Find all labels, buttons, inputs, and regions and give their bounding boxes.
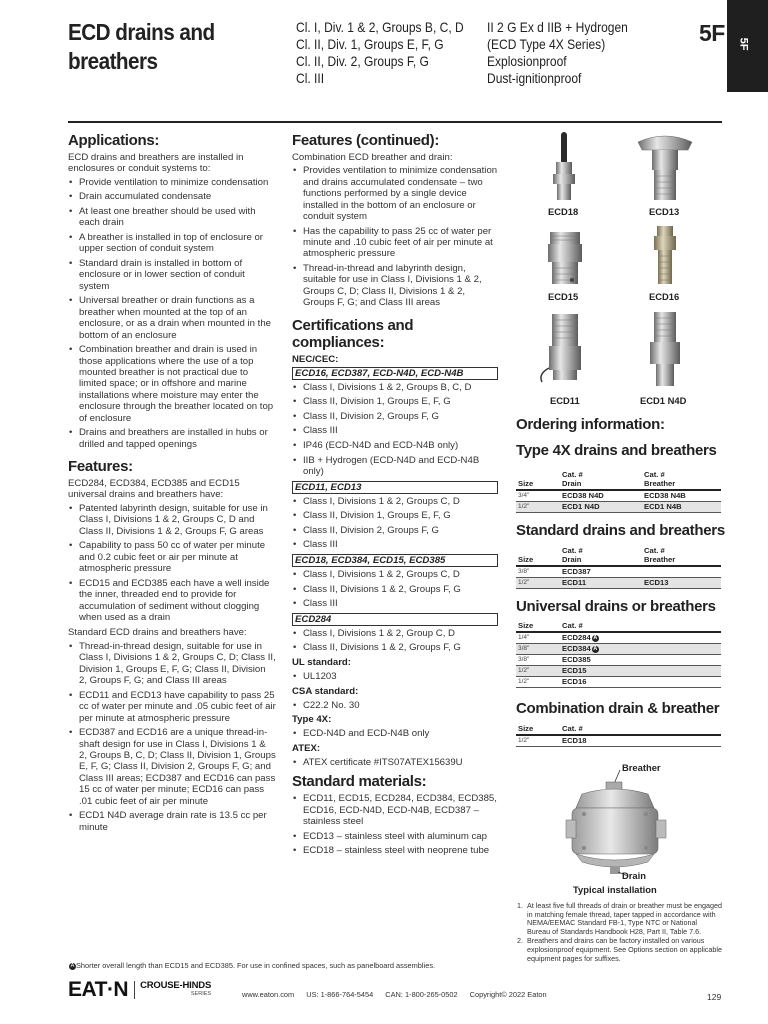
list-item: • ECD11 and ECD13 have capability to pass 25 cc of water per minute and .05 cubic feet of air per minute at atmospheric pressure (68, 690, 276, 724)
drain-label: Drain (622, 870, 646, 881)
list-item: • IP46 (ECD-N4D and ECD-N4B only) (292, 440, 498, 451)
table-row: 3/8" ECD387 (516, 566, 721, 578)
section-tab[interactable] (727, 0, 768, 92)
class-line: Cl. I, Div. 1 & 2, Groups B, C, D (296, 19, 464, 35)
cert-group-list (292, 382, 498, 478)
cert-group-list (292, 496, 498, 551)
list-item: • ECD-N4D and ECD-N4B only (292, 728, 498, 739)
list-item: • ECD1 N4D average drain rate is 13.5 cc per minute (68, 810, 276, 833)
table-row: 3/8" ECD384 A (516, 644, 721, 655)
col-drain: Cat. # Drain (560, 470, 642, 490)
atex-label: ATEX: (292, 742, 321, 754)
ecd18-image (553, 132, 575, 200)
cert-group-title: ECD16, ECD387, ECD-N4D, ECD-N4B (292, 367, 498, 380)
applications-list (68, 177, 276, 450)
materials-heading: Standard materials: (292, 773, 427, 791)
cert-group-list (292, 569, 498, 610)
standard-heading: Standard drains and breathers (516, 522, 725, 539)
list-item: • Class I, Divisions 1 & 2, Groups B, C, D (292, 382, 498, 393)
product-photos (520, 128, 720, 410)
list-item: • Class III (292, 425, 498, 436)
list-item: • Provides ventilation to minimize condensation and drains accumulated condensate – two functions performed by a single device installed in the bottom of an enclosure or conduit system (292, 165, 498, 222)
list-item: • Class I, Divisions 1 & 2, Groups C, D (292, 496, 498, 507)
ordering-heading: Ordering information: (516, 416, 665, 433)
list-item: • Class III (292, 598, 498, 609)
section-code: 5F (699, 20, 725, 46)
ecd15-image (548, 232, 582, 284)
materials-list (292, 793, 498, 856)
csa-list (292, 700, 498, 711)
product-label: ECD18 (548, 206, 579, 217)
column-middle (292, 132, 498, 860)
ecd1-n4d-image (650, 312, 680, 386)
note-a-icon: A (70, 962, 75, 969)
class-line: Cl. II, Div. 2, Groups F, G (296, 53, 429, 69)
header-divider (68, 121, 722, 123)
universal-table: Size Cat. # 1/4" ECD284 A 3/8" ECD384 A 3/8" ECD385 1/2" ECD15 1/2" ECD16 (516, 621, 721, 688)
note-a-icon: A (593, 645, 598, 652)
product-label: ECD13 (649, 206, 680, 217)
footer-site[interactable]: www.eaton.com (242, 990, 295, 999)
note-a-icon: A (593, 634, 598, 641)
combo-intro: Combination ECD breather and drain: (292, 152, 453, 163)
cert-group-title: ECD284 (292, 613, 498, 626)
list-item: • Class III (292, 539, 498, 550)
list-item: • Class I, Divisions 1 & 2, Group C, D (292, 628, 498, 639)
footnote: A Shorter overall length than ECD15 and ECD385. For use in confined spaces, such as panelboard assemblies. (70, 961, 436, 970)
features-continued-heading: Features (continued): (292, 132, 440, 149)
cert-group-title: ECD18, ECD384, ECD15, ECD385 (292, 554, 498, 567)
list-item: • ECD15 and ECD385 each have a well inside the inner, threaded end to provide for accumulation of sediment without clogging when used as a drain (68, 578, 276, 624)
product-label: ECD1 N4D (640, 395, 687, 406)
breather-label: Breather (622, 762, 661, 773)
rating-line: Dust-ignitionproof (487, 70, 582, 86)
applications-intro: ECD drains and breathers are installed in enclosures or conduit systems to: (68, 152, 244, 175)
hazard-ratings (487, 19, 659, 87)
list-item: • Class II, Divisions 1 & 2, Groups F, G (292, 584, 498, 595)
table-row: 1/2" ECD1 N4D ECD1 N4B (516, 502, 721, 513)
list-item: • Thread-in-thread design, suitable for use in Class I, Divisions 1 & 2, Groups C, D; Class II, Division 1, Groups E, F, G; Class II, Division 2, Groups F, G; and Class III areas (68, 641, 276, 687)
page-number: 129 (707, 992, 722, 1002)
list-item: • UL1203 (292, 671, 498, 682)
atex-list (292, 757, 498, 768)
column-left (68, 132, 276, 836)
section-tab-label: 5F (737, 37, 750, 51)
rating-line: Explosionproof (487, 53, 567, 69)
product-label: ECD11 (550, 395, 580, 406)
features-list-2 (68, 641, 276, 833)
crouse-hinds-logo: CROUSE-HINDS SERIES (134, 981, 211, 999)
list-item: • Patented labyrinth design, suitable for use in Class I, Divisions 1 & 2, Groups C, D and Class II, Divisions 1 & 2, Groups F, G areas (68, 503, 276, 537)
table-row: 1/2" ECD15 (516, 666, 721, 677)
list-item: • IIB + Hydrogen (ECD-N4D and ECD-N4B only) (292, 455, 498, 478)
typical-installation-image (562, 768, 672, 878)
combo-list (292, 165, 498, 308)
table-row: 1/2" ECD11 ECD13 (516, 578, 721, 589)
type4x-list (292, 728, 498, 739)
col-size: Size (516, 470, 560, 490)
list-item: • Class II, Division 1, Groups E, F, G (292, 396, 498, 407)
footer-brand (68, 979, 211, 1001)
ordering-section (516, 416, 726, 747)
list-item: • At least one breather should be used with each drain (68, 206, 276, 229)
list-item: • Drain accumulated condensate (68, 191, 276, 202)
table-row: 1/2" ECD18 (516, 735, 721, 747)
type4x-heading: Type 4X drains and breathers (516, 442, 717, 459)
list-item: • A breather is installed in top of enclosure or upper section of conduit system (68, 232, 276, 255)
list-item: • Standard drain is installed in bottom of enclosure or in lower section of conduit system (68, 258, 276, 292)
standard-table: Size Cat. # Drain Cat. # Breather 3/8" ECD387 1/2" ECD11 ECD13 (516, 546, 721, 589)
list-item: • ECD387 and ECD16 are a unique thread-in-shaft design for use in Class I, Divisions 1 & 2, Groups B, C, D; Class II, Division 1, Groups E, F, G; Class II, Division 2, Groups F, G; and Class III areas; ECD387 and ECD16 can pass 15 cc of water per minute; ECD16 can pass .01 cubic feet of air per minute (68, 727, 276, 807)
list-item: • Class II, Divisions 1 & 2, Groups F, G (292, 642, 498, 653)
list-item: • Combination breather and drain is used in those applications where the use of a top mounted breather is not practical due to limited space; or in offshore and marine installations where moisture may enter the enclosure through the breather located on top of enclosure (68, 344, 276, 424)
list-item: • Class II, Division 1, Groups E, F, G (292, 510, 498, 521)
ul-label: UL standard: (292, 656, 351, 668)
csa-label: CSA standard: (292, 685, 359, 697)
type4x-table (516, 470, 721, 513)
universal-heading: Universal drains or breathers (516, 598, 716, 615)
table-row: 1/4" ECD284 A (516, 632, 721, 644)
rating-line: (ECD Type 4X Series) (487, 36, 606, 52)
class-line: Cl. III (296, 70, 325, 86)
features-intro: ECD284, ECD384, ECD385 and ECD15 universal drains and breathers have: (68, 478, 240, 501)
features-list (68, 503, 276, 623)
list-item: • ECD11, ECD15, ECD284, ECD384, ECD385, ECD16, ECD-N4D, ECD-N4B, ECD387 – stainless steel (292, 793, 498, 827)
table-row: 3/8" ECD385 (516, 655, 721, 666)
ul-list (292, 671, 498, 682)
product-label: ECD15 (548, 291, 579, 302)
table-row: 1/2" ECD16 (516, 677, 721, 688)
list-item: • Class II, Division 2, Groups F, G (292, 411, 498, 422)
notes (517, 902, 722, 963)
list-item: • Has the capability to pass 25 cc of water per minute and .10 cubic feet of air per minute at atmospheric pressure (292, 226, 498, 260)
combo-heading: Combination drain & breather (516, 700, 720, 717)
features-heading: Features: (68, 458, 133, 476)
rating-line: II 2 G Ex d IIB + Hydrogen (487, 19, 628, 35)
applications-heading: Applications: (68, 132, 160, 149)
ecd16-image (654, 226, 676, 284)
col-breather: Cat. # Breather (642, 470, 721, 490)
cert-group-title: ECD11, ECD13 (292, 481, 498, 494)
ecd11-image (541, 314, 581, 382)
certs-heading: Certifications and compliances: (292, 316, 414, 351)
table-row: 3/4" ECD38 N4D ECD38 N4B (516, 490, 721, 502)
list-item: • ECD18 – stainless steel with neoprene tube (292, 845, 498, 856)
cert-group-list (292, 628, 498, 654)
list-item: • Provide ventilation to minimize condensation (68, 177, 276, 188)
class-ratings (296, 19, 468, 87)
class-line: Cl. II, Div. 1, Groups E, F, G (296, 36, 444, 52)
note-item: 1. At least five full threads of drain or breather must be engaged in matching female thread, taper tapped in accordance with NEMA/EEMAC Standard FB-1, Type NTC or National Bureau of Standards Handbook H28, Part II, Table 7.6. (517, 901, 722, 936)
list-item: • Drains and breathers are installed in hubs or drilled and tapped openings (68, 427, 276, 450)
page-title: ECD drains and breathers (68, 19, 215, 74)
nec-label: NEC/CEC: (292, 353, 339, 365)
footer-contact: www.eaton.com US: 1-866-764-5454 CAN: 1-800-265-0502 Copyright© 2022 Eaton (242, 990, 547, 999)
list-item: • Class I, Divisions 1 & 2, Groups C, D (292, 569, 498, 580)
ecd13-image (638, 136, 692, 200)
eaton-logo: EAT·N (68, 978, 129, 1001)
list-item: • C22.2 No. 30 (292, 700, 498, 711)
list-item: • Class II, Division 2, Groups F, G (292, 525, 498, 536)
combo-table: Size Cat. # 1/2" ECD18 (516, 724, 721, 747)
list-item: • ATEX certificate #ITS07ATEX15639U (292, 757, 498, 768)
type4x-label: Type 4X: (292, 714, 332, 726)
product-label: ECD16 (649, 291, 680, 302)
list-item: • Thread-in-thread and labyrinth design, suitable for use in Class I, Divisions 1 & 2, Groups C, D; Class II, Divisions 1 & 2, Groups F, G; and Class III areas (292, 263, 498, 309)
list-item: • ECD13 – stainless steel with aluminum cap (292, 831, 498, 842)
install-caption: Typical installation (573, 884, 657, 895)
features-intro-2: Standard ECD drains and breathers have: (68, 626, 247, 638)
list-item: • Capability to pass 50 cc of water per minute and 0.2 cubic feet or air per minute at atmospheric pressure (68, 540, 276, 574)
note-item: 2. Breathers and drains can be factory installed on various explosionproof equipment. See Options section on applicable equipment pages for suffixes. (517, 936, 722, 963)
list-item: • Universal breather or drain functions as a breather when mounted at the top of an enclosure, or as a drain when mounted in the bottom of an enclosure (68, 295, 276, 341)
